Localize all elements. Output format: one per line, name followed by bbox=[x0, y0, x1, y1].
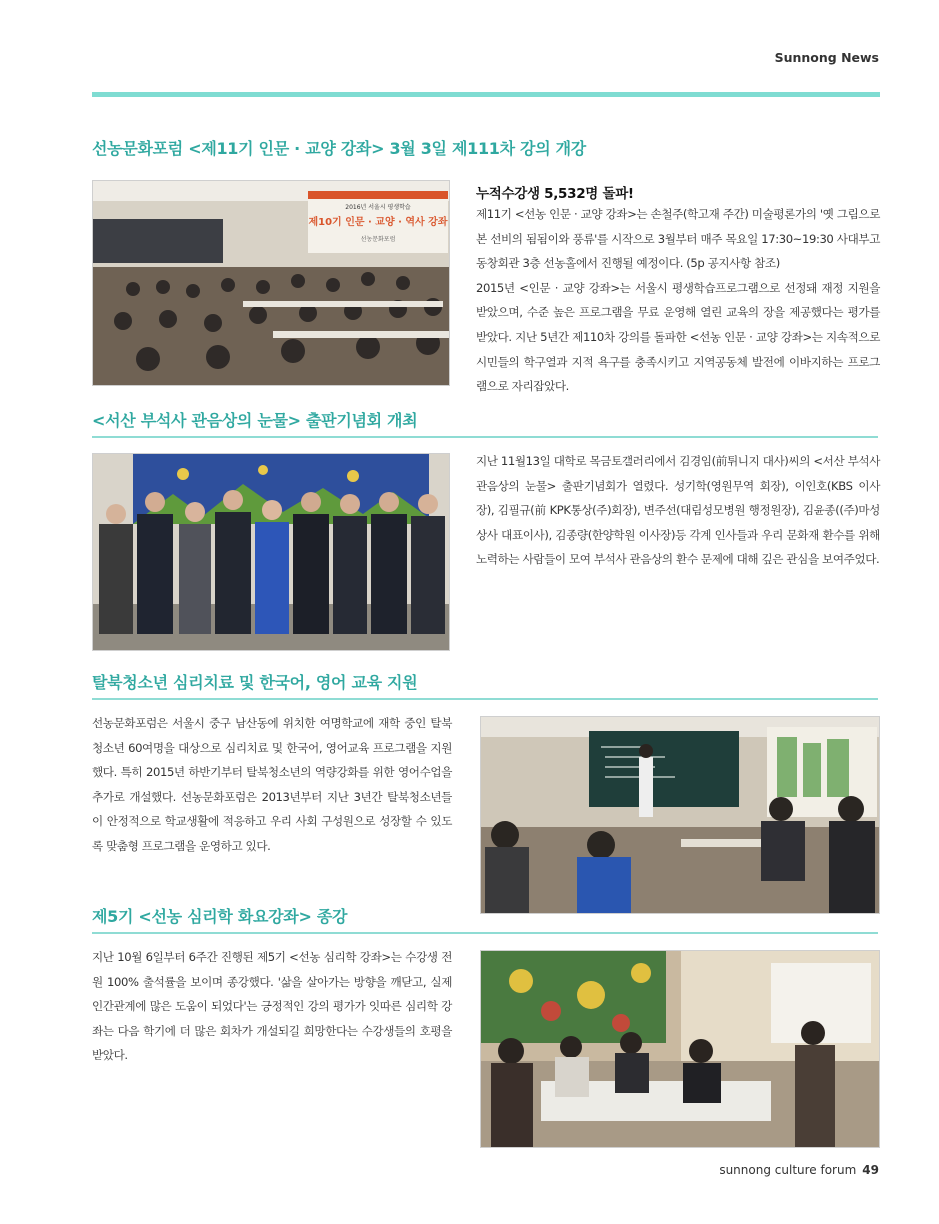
section-1-subhead: 누적수강생 5,532명 돌파! bbox=[476, 186, 634, 202]
section-1-paragraph-1: 제11기 <선농 인문 · 교양 강좌>는 손철주(학고재 주간) 미술평론가의 '옛 그림으로 본 선비의 됨됨이와 풍류'를 시작으로 3월부터 매주 목요일 17:30~19:30 사대부고 동창회관 3층 선농홀에서 진행될 예정이다. (5p 공지사항 참조) bbox=[476, 207, 880, 271]
section-4-body bbox=[92, 945, 452, 1068]
footer-label: sunnong culture forum bbox=[719, 1163, 857, 1177]
section-2-rule bbox=[92, 436, 878, 438]
section-2-paragraph-1: 지난 11월13일 대학로 목금토갤러리에서 김경임(前튀니지 대사)씨의 <서산 부석사 관음상의 눈물> 출판기념회가 열렸다. 성기학(영원무역 회장), 이인호(KBS 이사장), 김필규(前 KPK통상(주)회장), 변주선(대림성모병원 행정원장), 김윤종((주)마성상사 대표이사), 김종량(한양학원 이사장)등 각계 인사들과 우리 문화재 환수를 위해 노력하는 사람들이 모여 부석사 관음상의 환수 문제에 대해 깊은 관심을 보여주었다. bbox=[476, 454, 880, 567]
section-2-body bbox=[476, 449, 880, 572]
banner-line-1: 2016년 서울시 평생학습 bbox=[345, 204, 411, 211]
section-1-paragraph-2: 2015년 <인문 · 교양 강좌>는 서울시 평생학습프로그램으로 선정돼 재정 지원을 받았으며, 수준 높은 프로그램을 무료 운영해 열린 교육의 장을 제공했다는 평가를 받았다. 지난 5년간 제110차 강의를 돌파한 <선농 인문 · 교양 강좌>는 지속적으로 시민들의 학구열과 지적 욕구를 충족시키고 지역공동체 발전에 이바지하는 프로그램으로 자리잡았다. bbox=[476, 280, 880, 394]
section-2-title: <서산 부석사 관음상의 눈물> 출판기념회 개최 bbox=[92, 411, 418, 430]
section-3-title: 탈북청소년 심리치료 및 한국어, 영어 교육 지원 bbox=[92, 673, 418, 692]
page-footer bbox=[719, 1163, 879, 1177]
section-3-paragraph-1: 선농문화포럼은 서울시 중구 남산동에 위치한 여명학교에 재학 중인 탈북청소년 60여명을 대상으로 심리치료 및 한국어, 영어교육 프로그램을 지원했다. 특히 2015년 하반기부터 탈북청소년의 역량강화를 위한 영어수업을 추가로 개설했다. 선농문화포럼은 2013년부터 지난 3년간 탈북청소년들이 안정적으로 학교생활에 적응하고 우리 사회 구성원으로 성장할 수 있도록 맞춤형 프로그램을 운영하고 있다. bbox=[92, 716, 452, 853]
section-4-title: 제5기 <선농 심리학 화요강좌> 종강 bbox=[92, 907, 348, 926]
section-3-rule bbox=[92, 698, 878, 700]
page-number: 49 bbox=[862, 1163, 879, 1177]
section-1-title: 선농문화포럼 <제11기 인문 · 교양 강좌> 3월 3일 제111차 강의 개강 bbox=[92, 139, 586, 158]
section-4-paragraph-1: 지난 10월 6일부터 6주간 진행된 제5기 <선농 심리학 강좌>는 수강생 전원 100% 출석률을 보이며 종강했다. '삶을 살아가는 방향을 깨닫고, 실제 인간관계에 많은 도움이 되었다'는 긍정적인 강의 평가가 잇따른 심리학 강좌는 다음 학기에 더 많은 회차가 개설되길 희망한다는 수강생들의 호평을 받았다. bbox=[92, 950, 452, 1063]
section-3-body bbox=[92, 711, 452, 859]
banner-line-3: 선농문화포럼 bbox=[360, 236, 396, 243]
psychology-class-photo bbox=[480, 950, 880, 1148]
top-accent-bar bbox=[92, 92, 880, 97]
header-label: Sunnong News bbox=[774, 50, 879, 65]
section-1-body bbox=[476, 202, 880, 399]
lecture-hall-photo bbox=[92, 180, 450, 386]
book-launch-group-photo bbox=[92, 453, 450, 651]
classroom-photo bbox=[480, 716, 880, 914]
banner-line-2: 제10기 인문 · 교양 · 역사 강좌 bbox=[308, 217, 448, 228]
section-4-rule bbox=[92, 932, 878, 934]
